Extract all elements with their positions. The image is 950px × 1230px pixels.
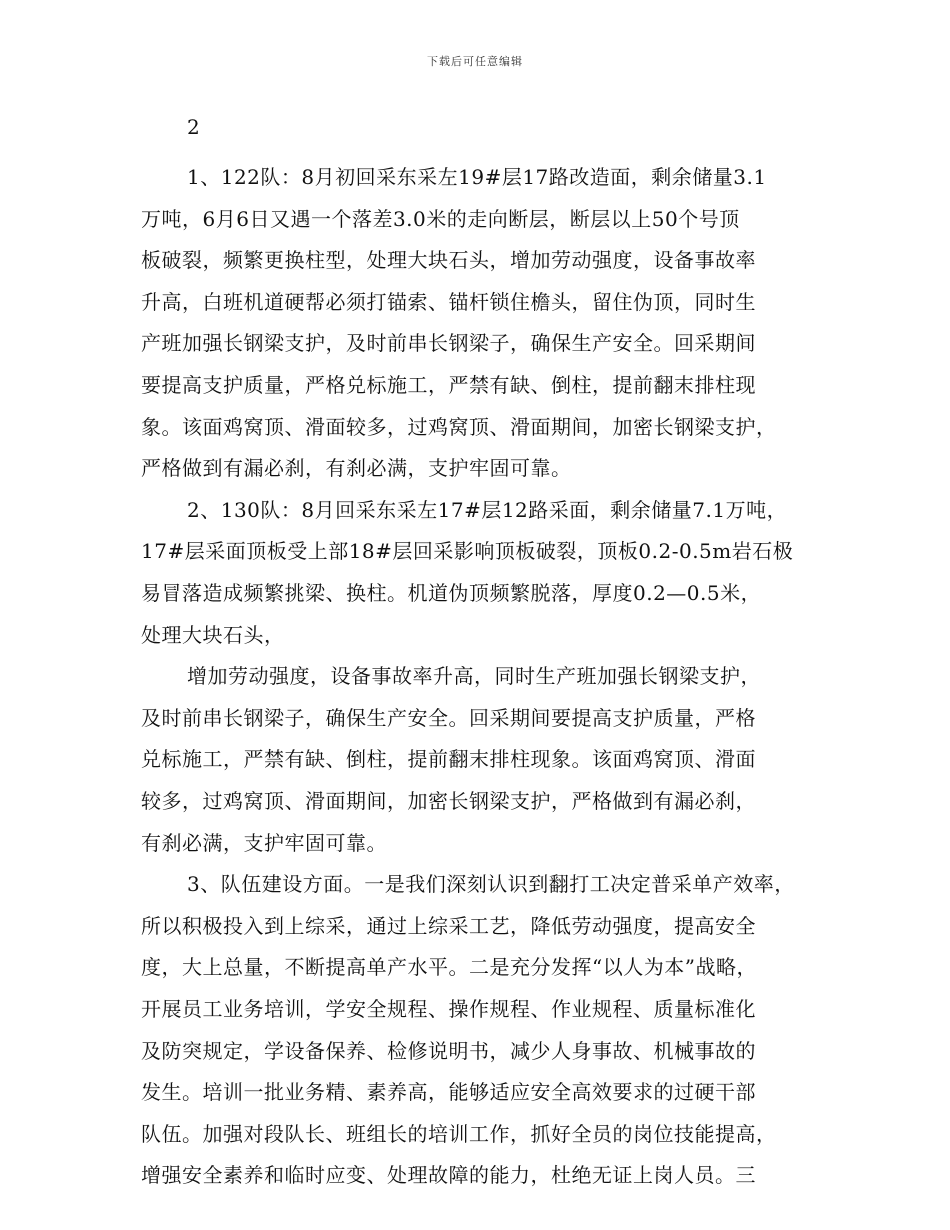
paragraph-line: 所以积极投入到上综采，通过上综采工艺，降低劳动强度，提高安全 [141,914,756,938]
page-header-note: 下载后可任意编辑 [427,55,523,68]
paragraph-line: 兑标施工，严禁有缺、倒柱，提前翻末排柱现象。该面鸡窝顶、滑面 [141,747,756,771]
paragraph-line: 17#层采面顶板受上部18#层回采影响顶板破裂，顶板0.2-0.5m岩石极 [141,539,794,563]
paragraph-line: 板破裂，频繁更换柱型，处理大块石头，增加劳动强度，设备事故率 [141,248,756,272]
paragraph-line: 严格做到有漏必刹，有刹必满，支护牢固可靠。 [141,456,572,480]
paragraph-line: 增强安全素养和临时应变、处理故障的能力，杜绝无证上岗人员。三 [141,1163,756,1187]
paragraph-line: 有刹必满，支护牢固可靠。 [141,831,387,855]
paragraph-line: 象。该面鸡窝顶、滑面较多，过鸡窝顶、滑面期间，加密长钢梁支护， [141,415,777,439]
paragraph-line: 度，大上总量，不断提高单产水平。二是充分发挥“以人为本”战略， [141,955,757,979]
paragraph-line: 升高，白班机道硬帮必须打锚索、锚杆锁住檐头，留住伪顶，同时生 [141,290,756,314]
paragraph-line: 开展员工业务培训，学安全规程、操作规程、作业规程、质量标准化 [141,997,756,1021]
paragraph-line: 较多，过鸡窝顶、滑面期间，加密长钢梁支护，严格做到有漏必刹， [141,789,756,813]
paragraph-line: 万吨，6月6日又遇一个落差3.0米的走向断层，断层以上50个号顶 [141,207,740,231]
paragraph-line: 要提高支护质量，严格兑标施工，严禁有缺、倒柱，提前翻末排柱现 [141,373,756,397]
paragraph-line: 增加劳动强度，设备事故率升高，同时生产班加强长钢梁支护， [187,664,761,688]
page-marker: 2 [187,115,201,139]
paragraph-line: 队伍。加强对段队长、班组长的培训工作，抓好全员的岗位技能提高， [141,1122,777,1146]
paragraph-line: 及防突规定，学设备保养、检修说明书，减少人身事故、机械事故的 [141,1039,756,1063]
paragraph-line: 2、130队：8月回采东采左17#层12路采面，剩余储量7.1万吨， [187,498,788,522]
paragraph-line: 产班加强长钢梁支护，及时前串长钢梁子，确保生产安全。回采期间 [141,331,756,355]
paragraph-line: 发生。培训一批业务精、素养高，能够适应安全高效要求的过硬干部 [141,1080,756,1104]
paragraph-line: 及时前串长钢梁子，确保生产安全。回采期间要提高支护质量，严格 [141,706,756,730]
paragraph-line: 处理大块石头， [141,623,285,647]
paragraph-line: 易冒落造成频繁挑梁、换柱。机道伪顶频繁脱落，厚度0.2—0.5米， [141,581,762,605]
paragraph-line: 3、队伍建设方面。一是我们深刻认识到翻打工决定普采单产效率， [187,872,795,896]
paragraph-line: 1、122队：8月初回采东采左19#层17路改造面，剩余储量3.1 [187,165,767,189]
